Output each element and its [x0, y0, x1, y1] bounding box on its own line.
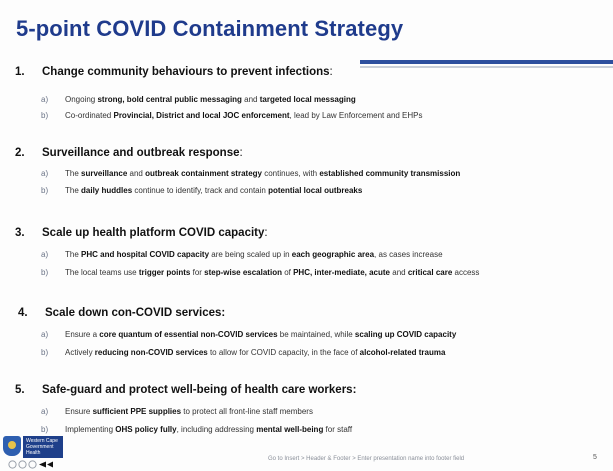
section-item [41, 425, 352, 434]
item-text: continues, with [261, 169, 320, 178]
section-heading-suffix: : [239, 147, 243, 159]
item-text: Ongoing [65, 95, 98, 104]
item-text-bold: Provincial, District and local JOC enforcement [113, 111, 290, 120]
section-heading-text: Safe-guard and protect well-being of health care workers: [42, 384, 357, 396]
item-text: The [65, 250, 82, 259]
section-item [41, 268, 479, 277]
item-text-bold: alcohol-related trauma [359, 348, 446, 357]
item-text-bold: OHS policy fully [115, 425, 177, 434]
item-text-bold: step-wise escalation [204, 268, 282, 277]
item-text: are being scaled up in [209, 250, 292, 259]
logo-line-3: Health [26, 450, 41, 456]
item-text-bold: reducing non-COVID services [94, 348, 208, 357]
logo-text-block [23, 436, 63, 458]
item-text: continue to identify, track and contain [132, 186, 269, 195]
coat-of-arms-icon [3, 436, 21, 456]
section-heading-text: Scale down con-COVID services: [45, 307, 226, 319]
logo-line-1: Western Cape [26, 438, 58, 444]
item-text-bold: each geographic area [291, 250, 375, 259]
section-heading-text: Surveillance and outbreak response [42, 147, 240, 159]
wcg-logo [2, 432, 64, 469]
section-heading [15, 147, 243, 159]
item-text-bold: sufficient PPE supplies [92, 407, 182, 416]
item-text: and [390, 268, 408, 277]
item-text: and [127, 169, 146, 178]
item-text: The [65, 186, 82, 195]
item-text-bold: strong, bold central public messaging [97, 95, 242, 104]
item-label: a) [41, 407, 49, 416]
item-text: of [281, 268, 294, 277]
item-text: and [241, 95, 260, 104]
item-text-bold: daily huddles [81, 186, 133, 195]
item-text-bold: outbreak containment strategy [145, 169, 262, 178]
section-item [41, 95, 356, 104]
section-number: 3. [15, 227, 25, 239]
section-number: 5. [15, 384, 25, 396]
item-label: a) [41, 330, 49, 339]
item-label: b) [41, 186, 49, 195]
section-heading-suffix: : [329, 66, 333, 78]
item-label: b) [41, 111, 49, 120]
logo-line-2: Government [26, 444, 54, 450]
page-number: 5 [593, 454, 597, 461]
item-label: a) [41, 169, 49, 178]
section-item [41, 169, 460, 178]
item-text: Actively [65, 348, 95, 357]
item-text: for staff [323, 425, 353, 434]
item-text: Implementing [65, 425, 116, 434]
item-text-bold: potential local outbreaks [268, 186, 363, 195]
item-text: to allow for COVID capacity, in the face of [207, 348, 360, 357]
item-text: The [65, 169, 82, 178]
section-item [41, 407, 313, 416]
item-text-bold: PHC and hospital COVID capacity [81, 250, 210, 259]
section-heading [15, 66, 333, 78]
item-text: Ensure a [65, 330, 100, 339]
footer-text: Go to Insert > Header & Footer > Enter presentation name into footer field [268, 456, 465, 462]
item-text: , including addressing [176, 425, 257, 434]
item-text: The local teams use [65, 268, 139, 277]
section-number: 1. [15, 66, 25, 78]
item-text: access [452, 268, 480, 277]
item-label: b) [41, 348, 49, 357]
item-text-bold: trigger points [138, 268, 191, 277]
section-heading-suffix: : [264, 227, 268, 239]
item-text-bold: mental well-being [256, 425, 324, 434]
section-item [41, 348, 445, 357]
item-label: a) [41, 250, 49, 259]
item-text: to protect all front-line staff members [181, 407, 313, 416]
item-text: for [190, 268, 205, 277]
section-item [41, 111, 423, 120]
section-heading [15, 227, 268, 239]
slideshow-controls-icon[interactable] [8, 460, 60, 469]
section-item [41, 330, 456, 339]
item-label: b) [41, 268, 49, 277]
section-heading-text: Change community behaviours to prevent infections [42, 66, 330, 78]
item-text-bold: targeted local messaging [259, 95, 356, 104]
item-text: be maintained, while [277, 330, 355, 339]
section-heading [15, 384, 356, 396]
section-number: 4. [18, 307, 28, 319]
section-item [41, 186, 362, 195]
item-text: Ensure [65, 407, 93, 416]
section-heading-text: Scale up health platform COVID capacity [42, 227, 265, 239]
item-text-bold: surveillance [81, 169, 128, 178]
item-text: Co-ordinated [65, 111, 114, 120]
section-number: 2. [15, 147, 25, 159]
item-text-bold: core quantum of essential non-COVID services [99, 330, 278, 339]
item-text: , as cases increase [374, 250, 443, 259]
section-item [41, 250, 443, 259]
item-text-bold: critical care [407, 268, 453, 277]
item-text-bold: scaling up COVID capacity [354, 330, 457, 339]
item-label: a) [41, 95, 49, 104]
item-text-bold: PHC, inter-mediate, acute [293, 268, 391, 277]
item-text: , lead by Law Enforcement and EHPs [289, 111, 423, 120]
item-text-bold: established community transmission [319, 169, 461, 178]
item-label: b) [41, 425, 49, 434]
section-heading [18, 307, 225, 319]
slide-title: 5-point COVID Containment Strategy [16, 16, 404, 41]
